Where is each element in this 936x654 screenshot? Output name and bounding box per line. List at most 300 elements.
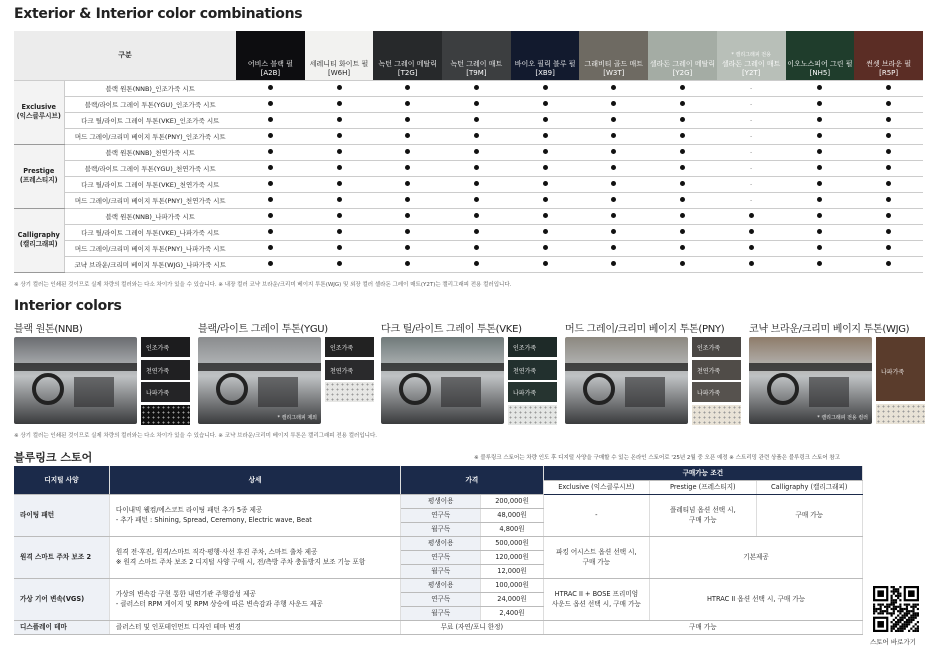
- color-code: [A2B]: [260, 68, 281, 77]
- available-dot: [511, 96, 580, 112]
- available-dot: [786, 208, 855, 224]
- available-dot: [305, 224, 374, 240]
- material-swatch: [876, 337, 925, 401]
- table-corner-label: 구분: [14, 31, 236, 80]
- dot-icon: [405, 149, 410, 154]
- material-swatch: [141, 337, 190, 357]
- bluelink-note: ※ 블루링크 스토어는 차량 인도 후 디지털 사양을 구매할 수 있는 온라인 스토어로 '25년 2월 중 오픈 예정 ※ 스트리밍 관련 상품은 블루링크 스토어 참고: [474, 455, 841, 461]
- seat-option: 코냑 브라운/크리미 베이지 투톤(WJG)_나파가죽 시트: [64, 256, 236, 272]
- price-plan: 평생이용: [401, 536, 481, 550]
- price-plan: 월구독: [401, 522, 481, 536]
- available-dot: [305, 240, 374, 256]
- qr-code-icon[interactable]: [873, 586, 919, 632]
- dot-icon: [817, 117, 822, 122]
- dot-icon: [474, 165, 479, 170]
- dot-icon: [543, 101, 548, 106]
- available-dot: [442, 224, 511, 240]
- available-dot: [854, 192, 923, 208]
- price-plan: 월구독: [401, 606, 481, 620]
- material-label: 나파가죽: [881, 369, 905, 376]
- color-code: [T9M]: [466, 68, 487, 77]
- material-label: 천연가죽: [330, 367, 354, 375]
- dot-icon: [886, 229, 891, 234]
- available-dot: [511, 176, 580, 192]
- available-dot: [511, 224, 580, 240]
- dot-icon: [611, 229, 616, 234]
- dot-icon: [611, 101, 616, 106]
- table-row: [14, 620, 863, 634]
- color-combination-table: [14, 31, 923, 273]
- dot-icon: [886, 245, 891, 250]
- available-dot: [236, 192, 305, 208]
- table-row: [14, 256, 923, 272]
- color-code: [T2G]: [397, 68, 418, 77]
- available-dot: [648, 96, 717, 112]
- table-row: [14, 160, 923, 176]
- dot-icon: [543, 229, 548, 234]
- available-dot: [854, 144, 923, 160]
- price-plan: 연구독: [401, 508, 481, 522]
- dot-icon: [749, 245, 754, 250]
- dot-icon: [886, 213, 891, 218]
- exterior-color-swatch: [511, 31, 580, 80]
- dot-icon: [680, 181, 685, 186]
- dot-icon: [405, 101, 410, 106]
- available-dot: [854, 208, 923, 224]
- color-name: 녹턴 그레이 메탈릭: [378, 59, 437, 68]
- dot-icon: [268, 245, 273, 250]
- dash-text: -: [750, 100, 753, 108]
- col-detail: 상세: [109, 466, 400, 494]
- dot-icon: [680, 245, 685, 250]
- available-dot: [511, 128, 580, 144]
- color-name: 녹턴 그레이 매트: [450, 59, 503, 68]
- exterior-color-swatch: [236, 31, 305, 80]
- unavailable-dash: [717, 96, 786, 112]
- col-condition: 구매가능 조건: [543, 466, 862, 480]
- available-dot: [786, 240, 855, 256]
- available-dot: [305, 160, 374, 176]
- dot-icon: [337, 85, 342, 90]
- interior-section-title: Interior colors: [14, 298, 122, 314]
- available-dot: [442, 80, 511, 96]
- dot-icon: [474, 197, 479, 202]
- dot-icon: [405, 261, 410, 266]
- dot-icon: [474, 213, 479, 218]
- material-label: 천연가죽: [513, 367, 537, 375]
- table-row: [14, 578, 863, 592]
- interior-color-title: 블랙/라이트 그레이 투톤(YGU): [198, 324, 328, 335]
- dot-icon: [611, 149, 616, 154]
- dot-icon: [405, 181, 410, 186]
- cond-prestige: 플레티넘 옵션 선택 시, 구매 가능: [650, 494, 756, 536]
- price-value: 4,800원: [481, 522, 543, 536]
- available-dot: [236, 128, 305, 144]
- unavailable-dash: [717, 160, 786, 176]
- dot-icon: [405, 165, 410, 170]
- dot-icon: [405, 85, 410, 90]
- color-name: 그래비티 골드 매트: [584, 59, 644, 68]
- dot-icon: [680, 101, 685, 106]
- dot-icon: [268, 117, 273, 122]
- available-dot: [373, 160, 442, 176]
- dash-text: -: [750, 132, 753, 140]
- available-dot: [648, 192, 717, 208]
- available-dot: [373, 144, 442, 160]
- available-dot: [511, 192, 580, 208]
- unavailable-dash: [717, 112, 786, 128]
- dot-icon: [680, 261, 685, 266]
- available-dot: [236, 208, 305, 224]
- available-dot: [579, 160, 648, 176]
- price-value: 120,000원: [481, 550, 543, 564]
- feature-detail: [109, 536, 400, 578]
- color-name: 바이오 필릭 블루 펄: [514, 59, 576, 68]
- dot-icon: [405, 245, 410, 250]
- dot-icon: [405, 133, 410, 138]
- available-dot: [786, 176, 855, 192]
- dot-icon: [405, 197, 410, 202]
- available-dot: [648, 240, 717, 256]
- dash-text: -: [750, 84, 753, 92]
- table-row: [14, 494, 863, 508]
- unavailable-dash: [717, 80, 786, 96]
- available-dot: [579, 208, 648, 224]
- dot-icon: [680, 149, 685, 154]
- dot-icon: [886, 261, 891, 266]
- price-value: 12,000원: [481, 564, 543, 578]
- available-dot: [786, 128, 855, 144]
- available-dot: [579, 144, 648, 160]
- color-code: [Y2T]: [741, 68, 761, 77]
- dot-icon: [337, 165, 342, 170]
- dot-icon: [543, 245, 548, 250]
- dot-icon: [405, 229, 410, 234]
- available-dot: [854, 176, 923, 192]
- detail-line: ※ 원격 스마트 주차 보조 2 디지털 사양 구매 시, 전/측방 주차 충돌방지 보조 기능 포함: [115, 558, 366, 566]
- price-value: 100,000원: [481, 578, 543, 592]
- interior-color-title: 머드 그레이/크리미 베이지 투톤(PNY): [565, 324, 725, 335]
- dot-icon: [817, 149, 822, 154]
- dash-text: -: [750, 164, 753, 172]
- dot-icon: [268, 101, 273, 106]
- price-plan: 월구독: [401, 564, 481, 578]
- seat-option: 다크 틸/라이트 그레이 투톤(VKE)_천연가죽 시트: [64, 176, 236, 192]
- dot-icon: [337, 245, 342, 250]
- available-dot: [305, 176, 374, 192]
- color-code: [W6H]: [327, 68, 351, 77]
- feature-name: 디스플레이 테마: [14, 620, 109, 634]
- dot-icon: [474, 149, 479, 154]
- color-name: 셀라돈 그레이 매트: [721, 59, 781, 68]
- available-dot: [236, 256, 305, 272]
- available-dot: [579, 256, 648, 272]
- table-row: [14, 536, 863, 550]
- available-dot: [442, 192, 511, 208]
- dot-icon: [886, 133, 891, 138]
- price-value: 2,400원: [481, 606, 543, 620]
- available-dot: [717, 240, 786, 256]
- cond-all: 구매 가능: [543, 620, 862, 634]
- available-dot: [786, 144, 855, 160]
- available-dot: [373, 208, 442, 224]
- color-code: [NH5]: [809, 68, 831, 77]
- trim-label: Prestige (프레스티지): [14, 144, 64, 208]
- dot-icon: [543, 213, 548, 218]
- interior-color-panel: [198, 320, 376, 421]
- available-dot: [305, 96, 374, 112]
- feature-detail: [109, 494, 400, 536]
- col-exclusive: Exclusive (익스클루시브): [543, 480, 649, 494]
- material-swatch: [508, 337, 557, 357]
- available-dot: [511, 256, 580, 272]
- color-name: 세레니티 화이트 펄: [309, 59, 369, 68]
- dot-icon: [886, 85, 891, 90]
- available-dot: [854, 160, 923, 176]
- detail-line: - 추가 패턴 : Shining, Spread, Ceremony, Electric wave, Beat: [115, 516, 312, 524]
- dot-icon: [405, 213, 410, 218]
- available-dot: [305, 144, 374, 160]
- dot-icon: [543, 149, 548, 154]
- material-label: 나파가죽: [513, 390, 537, 397]
- material-label: 천연가죽: [697, 367, 721, 375]
- available-dot: [854, 80, 923, 96]
- dot-icon: [611, 245, 616, 250]
- available-dot: [579, 128, 648, 144]
- available-dot: [236, 160, 305, 176]
- table-row: [14, 96, 923, 112]
- dot-icon: [474, 117, 479, 122]
- available-dot: [305, 208, 374, 224]
- dot-icon: [337, 229, 342, 234]
- seat-option: 블랙 원톤(NNB)_나파가죽 시트: [64, 208, 236, 224]
- seat-option: 머드 그레이/크리미 베이지 투톤(PNY)_인조가죽 시트: [64, 128, 236, 144]
- material-label: 인조가죽: [330, 345, 354, 352]
- available-dot: [648, 144, 717, 160]
- available-dot: [717, 256, 786, 272]
- available-dot: [442, 240, 511, 256]
- bluelink-table: [14, 466, 863, 635]
- cond-calligraphy: 구매 가능: [756, 494, 862, 536]
- dot-icon: [886, 181, 891, 186]
- available-dot: [579, 96, 648, 112]
- material-swatch: [325, 382, 374, 402]
- table-row: [14, 192, 923, 208]
- feature-name: 라이팅 패턴: [14, 494, 109, 536]
- color-name: 셀라돈 그레이 메탈릭: [649, 59, 716, 68]
- price-plan: 평생이용: [401, 578, 481, 592]
- interior-photo: [198, 337, 321, 424]
- dash-text: -: [750, 180, 753, 188]
- table-row: [14, 176, 923, 192]
- dot-icon: [886, 197, 891, 202]
- dot-icon: [886, 101, 891, 106]
- material-swatch: [508, 360, 557, 380]
- material-swatch: [692, 360, 741, 380]
- color-code: [XB9]: [535, 68, 555, 77]
- dot-icon: [543, 165, 548, 170]
- dot-icon: [680, 229, 685, 234]
- available-dot: [579, 224, 648, 240]
- dot-icon: [543, 133, 548, 138]
- available-dot: [373, 128, 442, 144]
- dot-icon: [543, 85, 548, 90]
- price-value: 24,000원: [481, 592, 543, 606]
- dot-icon: [268, 213, 273, 218]
- available-dot: [854, 112, 923, 128]
- material-swatch: [508, 405, 557, 425]
- dot-icon: [817, 85, 822, 90]
- feature-detail: 클러스터 및 인포테인먼트 디자인 테마 변경: [109, 620, 400, 634]
- feature-name: 원격 스마트 주차 보조 2: [14, 536, 109, 578]
- available-dot: [786, 192, 855, 208]
- exterior-color-swatch: [579, 31, 648, 80]
- seat-option: 다크 틸/라이트 그레이 투톤(VKE)_인조가죽 시트: [64, 112, 236, 128]
- available-dot: [511, 80, 580, 96]
- available-dot: [579, 192, 648, 208]
- exterior-color-swatch: [373, 31, 442, 80]
- material-swatch: [508, 382, 557, 402]
- dot-icon: [337, 213, 342, 218]
- dot-icon: [474, 85, 479, 90]
- available-dot: [717, 224, 786, 240]
- material-label: 나파가죽: [146, 390, 170, 397]
- detail-line: 원격 전·후진, 원격/스마트 직각·평행·사선 후진 주차, 스마트 출차 제공: [115, 548, 318, 556]
- dot-icon: [543, 261, 548, 266]
- available-dot: [648, 176, 717, 192]
- available-dot: [854, 96, 923, 112]
- exterior-color-swatch: [786, 31, 855, 80]
- price-plan: 연구독: [401, 592, 481, 606]
- dot-icon: [337, 197, 342, 202]
- available-dot: [579, 240, 648, 256]
- available-dot: [236, 112, 305, 128]
- dot-icon: [817, 261, 822, 266]
- dot-icon: [611, 165, 616, 170]
- table-row: [14, 144, 923, 160]
- available-dot: [854, 240, 923, 256]
- interior-photo: [749, 337, 872, 424]
- available-dot: [373, 112, 442, 128]
- available-dot: [579, 80, 648, 96]
- dot-icon: [543, 181, 548, 186]
- dot-icon: [337, 181, 342, 186]
- unavailable-dash: [717, 192, 786, 208]
- detail-line: 가상의 변속감 구현 통한 내연기관 주행감성 제공: [115, 590, 256, 598]
- seat-option: 블랙/라이트 그레이 투톤(YGU)_천연가죽 시트: [64, 160, 236, 176]
- dot-icon: [268, 165, 273, 170]
- interior-color-panel: [14, 320, 192, 397]
- cond-prestige-calligraphy: 기본제공: [650, 536, 863, 578]
- qr-label: 스토어 바로가기: [870, 638, 917, 646]
- dot-icon: [474, 229, 479, 234]
- color-code: [R5P]: [879, 68, 899, 77]
- available-dot: [305, 80, 374, 96]
- col-calligraphy: Calligraphy (캘리그래피): [756, 480, 862, 494]
- color-name: 어비스 블랙 펄: [247, 59, 293, 68]
- available-dot: [786, 256, 855, 272]
- dot-icon: [268, 261, 273, 266]
- dot-icon: [886, 165, 891, 170]
- dot-icon: [817, 181, 822, 186]
- material-swatch: [692, 405, 741, 425]
- trim-label: Calligraphy (캘리그래피): [14, 208, 64, 272]
- exterior-color-swatch: [648, 31, 717, 80]
- dot-icon: [268, 181, 273, 186]
- price-plan: 연구독: [401, 550, 481, 564]
- trim-label: Exclusive (익스클루시브): [14, 80, 64, 144]
- available-dot: [305, 112, 374, 128]
- dot-icon: [268, 197, 273, 202]
- material-label: 인조가죽: [146, 345, 170, 352]
- available-dot: [236, 224, 305, 240]
- available-dot: [305, 128, 374, 144]
- dot-icon: [817, 245, 822, 250]
- dot-icon: [543, 197, 548, 202]
- price-value: 48,000원: [481, 508, 543, 522]
- table-row: [14, 128, 923, 144]
- available-dot: [648, 160, 717, 176]
- dot-icon: [337, 101, 342, 106]
- dot-icon: [680, 117, 685, 122]
- table-row: [14, 208, 923, 224]
- dot-icon: [337, 117, 342, 122]
- unavailable-dash: [717, 176, 786, 192]
- dash-text: -: [750, 148, 753, 156]
- dot-icon: [611, 85, 616, 90]
- exterior-color-swatch: [305, 31, 374, 80]
- dot-icon: [611, 261, 616, 266]
- material-label: 천연가죽: [146, 367, 170, 375]
- available-dot: [511, 240, 580, 256]
- material-swatch: [876, 404, 925, 424]
- color-name: 이오노스피어 그린 펄: [787, 59, 853, 68]
- material-swatch: [325, 337, 374, 357]
- available-dot: [236, 240, 305, 256]
- dot-icon: [749, 261, 754, 266]
- price-value: 200,000원: [481, 494, 543, 508]
- available-dot: [442, 256, 511, 272]
- available-dot: [648, 224, 717, 240]
- seat-option: 머드 그레이/크리미 베이지 투톤(PNY)_나파가죽 시트: [64, 240, 236, 256]
- available-dot: [442, 176, 511, 192]
- interior-color-panel: [565, 320, 743, 397]
- color-code: [Y2G]: [672, 68, 693, 77]
- detail-line: 다이내믹 웰컴/에스코트 라이팅 패턴 추가 5종 제공: [115, 506, 263, 514]
- material-swatch: [692, 382, 741, 402]
- interior-note-label: * 캘리그래피 전용 컬러: [817, 415, 868, 421]
- interior-photo: [14, 337, 137, 424]
- material-swatch: [141, 360, 190, 380]
- cond-prestige-calligraphy: HTRAC II 옵션 선택 시, 구매 가능: [650, 578, 863, 620]
- material-swatch: [141, 405, 190, 425]
- dot-icon: [268, 85, 273, 90]
- unavailable-dash: [717, 144, 786, 160]
- available-dot: [442, 160, 511, 176]
- available-dot: [236, 144, 305, 160]
- dot-icon: [474, 101, 479, 106]
- dot-icon: [680, 85, 685, 90]
- available-dot: [373, 240, 442, 256]
- color-note: * 캘리그래피 전용: [731, 51, 771, 58]
- dot-icon: [337, 149, 342, 154]
- available-dot: [305, 192, 374, 208]
- dot-icon: [268, 229, 273, 234]
- dot-icon: [611, 133, 616, 138]
- dot-icon: [749, 229, 754, 234]
- price-plan: 평생이용: [401, 494, 481, 508]
- exterior-color-swatch: [717, 31, 786, 80]
